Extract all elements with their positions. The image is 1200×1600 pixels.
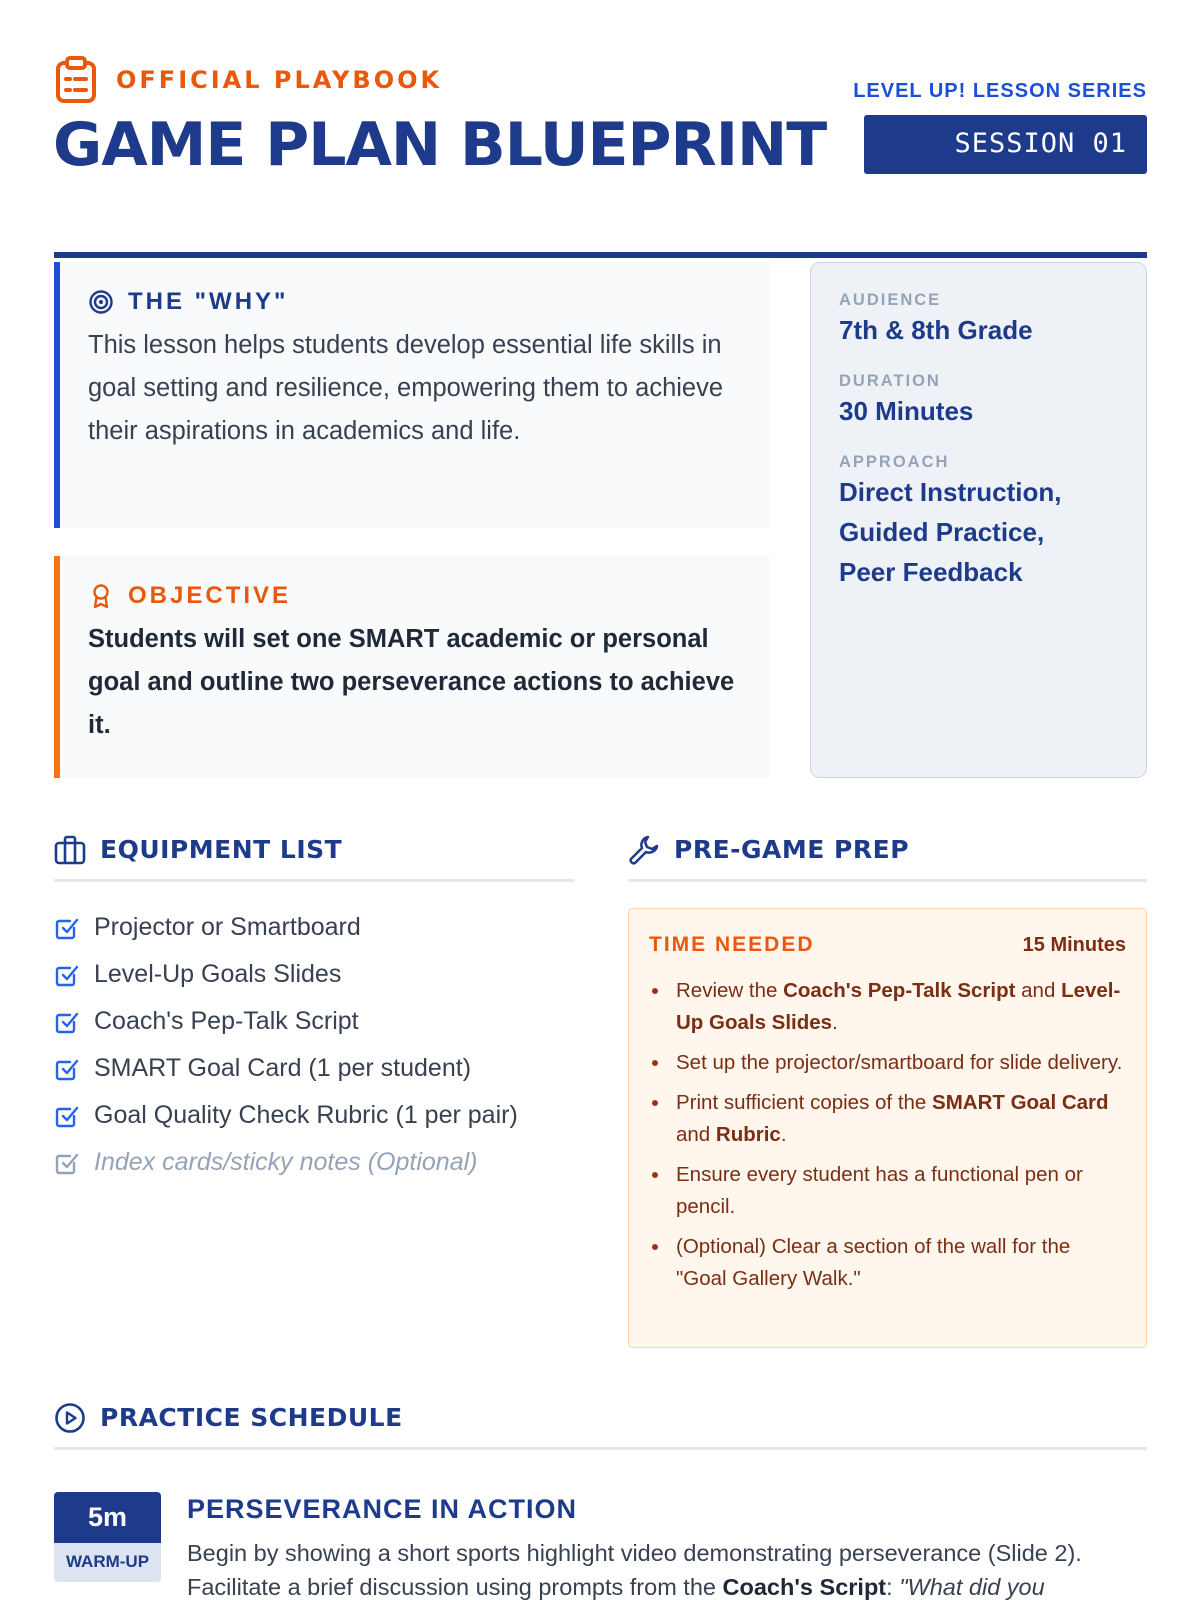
- equipment-item: [54, 1045, 574, 1092]
- bold-text: Level-Up Goals Slides: [676, 979, 1121, 1034]
- approach-value: [839, 472, 1126, 592]
- lesson-info-card: [810, 262, 1147, 778]
- text-run: Begin by showing a short sports highlight video demonstrating perseverance (Slide 2). Facilitate a brief discussion using prompts from the: [187, 1540, 1082, 1600]
- schedule-description: [187, 1536, 1147, 1600]
- text-run: (Optional) Clear a section of the wall for the "Goal Gallery Walk.": [676, 1235, 1071, 1290]
- objective-heading: OBJECTIVE: [128, 582, 292, 609]
- schedule-title: PERSEVERANCE IN ACTION: [187, 1494, 578, 1524]
- text-run: .: [780, 1123, 787, 1146]
- text-run: .: [832, 1011, 838, 1034]
- play-circle-icon: [54, 1402, 86, 1434]
- text-run: Set up the projector/smartboard for slide delivery.: [676, 1051, 1123, 1074]
- checkbox-checked-icon: [54, 1056, 80, 1082]
- why-text: This lesson helps students develop essential life skills in goal setting and resilience, empowering them to achieve their aspirations in academics and life.: [88, 331, 724, 445]
- why-section: [54, 262, 770, 528]
- prep-item: [649, 1087, 1126, 1151]
- lesson-page: [54, 0, 1147, 1600]
- schedule-item: [54, 1492, 1147, 1600]
- text-run: :: [886, 1574, 900, 1600]
- text-run: Ensure every student has a functional pen or pencil.: [676, 1163, 1083, 1218]
- equipment-label: Goal Quality Check Rubric (1 per pair): [94, 1101, 518, 1129]
- equipment-item: [54, 1092, 574, 1139]
- prep-item: [649, 975, 1126, 1039]
- approach-line: Direct Instruction,: [839, 477, 1062, 507]
- text-run: and: [676, 1123, 716, 1146]
- prep-item: [649, 1231, 1126, 1295]
- duration-badge: [54, 1492, 161, 1582]
- audience-label: AUDIENCE: [839, 291, 942, 309]
- header-divider: [54, 252, 1147, 258]
- prep-list: [649, 975, 1126, 1295]
- prep-header: [628, 820, 1147, 882]
- bold-text: Coach's Script: [722, 1574, 887, 1600]
- session-badge: SESSION 01: [864, 115, 1147, 174]
- bold-text: SMART Goal Card: [932, 1091, 1109, 1114]
- kicker-text: OFFICIAL PLAYBOOK: [116, 66, 443, 94]
- schedule-heading: PRACTICE SCHEDULE: [100, 1403, 403, 1432]
- approach-label: APPROACH: [839, 453, 950, 471]
- time-needed-label: TIME NEEDED: [649, 933, 815, 956]
- wrench-icon: [628, 834, 660, 866]
- checkbox-checked-icon: [54, 1009, 80, 1035]
- checkbox-checked-icon: [54, 1150, 80, 1176]
- time-needed-row: [649, 933, 1126, 957]
- bold-text: Rubric: [715, 1123, 781, 1146]
- time-needed-value: 15 Minutes: [1022, 933, 1126, 956]
- duration-value: 30 Minutes: [839, 396, 974, 426]
- checkbox-checked-icon: [54, 1103, 80, 1129]
- clipboard-icon: [54, 56, 98, 104]
- why-heading: THE "WHY": [128, 288, 289, 315]
- objective-text: Students will set one SMART academic or personal goal and outline two perseverance actions to achieve it.: [88, 625, 735, 739]
- prep-item: [649, 1047, 1126, 1079]
- target-icon: [88, 289, 114, 315]
- equipment-label: Level-Up Goals Slides: [94, 960, 342, 988]
- equipment-item: [54, 998, 574, 1045]
- equipment-item: [54, 951, 574, 998]
- text-run: Print sufficient copies of the: [676, 1091, 933, 1114]
- series-label: LEVEL UP! LESSON SERIES: [853, 80, 1147, 102]
- objective-heading-row: [88, 582, 750, 610]
- audience-value: 7th & 8th Grade: [839, 315, 1033, 345]
- equipment-heading: EQUIPMENT LIST: [100, 835, 343, 864]
- page-title: GAME PLAN BLUEPRINT: [53, 110, 827, 180]
- equipment-label: SMART Goal Card (1 per student): [94, 1054, 472, 1082]
- kicker: [54, 56, 442, 104]
- text-run: Review the: [676, 979, 784, 1002]
- duration-value: 5m: [54, 1492, 161, 1543]
- prep-item: [649, 1159, 1126, 1223]
- duration-label: DURATION: [839, 372, 941, 390]
- approach-line: Peer Feedback: [839, 557, 1023, 587]
- prep-heading: PRE-GAME PREP: [674, 835, 910, 864]
- italic-text: "What did you: [899, 1574, 1045, 1600]
- approach-line: Guided Practice,: [839, 517, 1045, 547]
- objective-section: [54, 556, 770, 778]
- equipment-list: [54, 904, 574, 1186]
- text-run: and: [1015, 979, 1062, 1002]
- equipment-label: Projector or Smartboard: [94, 913, 361, 941]
- award-icon: [88, 583, 114, 609]
- bold-text: Coach's Pep-Talk Script: [783, 979, 1016, 1002]
- prep-box: [628, 908, 1147, 1348]
- equipment-label: Coach's Pep-Talk Script: [94, 1007, 359, 1035]
- checkbox-checked-icon: [54, 962, 80, 988]
- equipment-item-optional: [54, 1139, 574, 1186]
- schedule-header: [54, 1388, 1147, 1450]
- equipment-header: [54, 820, 574, 882]
- phase-label: WARM-UP: [54, 1543, 161, 1582]
- equipment-item: [54, 904, 574, 951]
- page-header: [54, 54, 1147, 206]
- equipment-label: Index cards/sticky notes (Optional): [94, 1148, 478, 1176]
- checkbox-checked-icon: [54, 915, 80, 941]
- why-heading-row: [88, 288, 750, 316]
- briefcase-icon: [54, 834, 86, 866]
